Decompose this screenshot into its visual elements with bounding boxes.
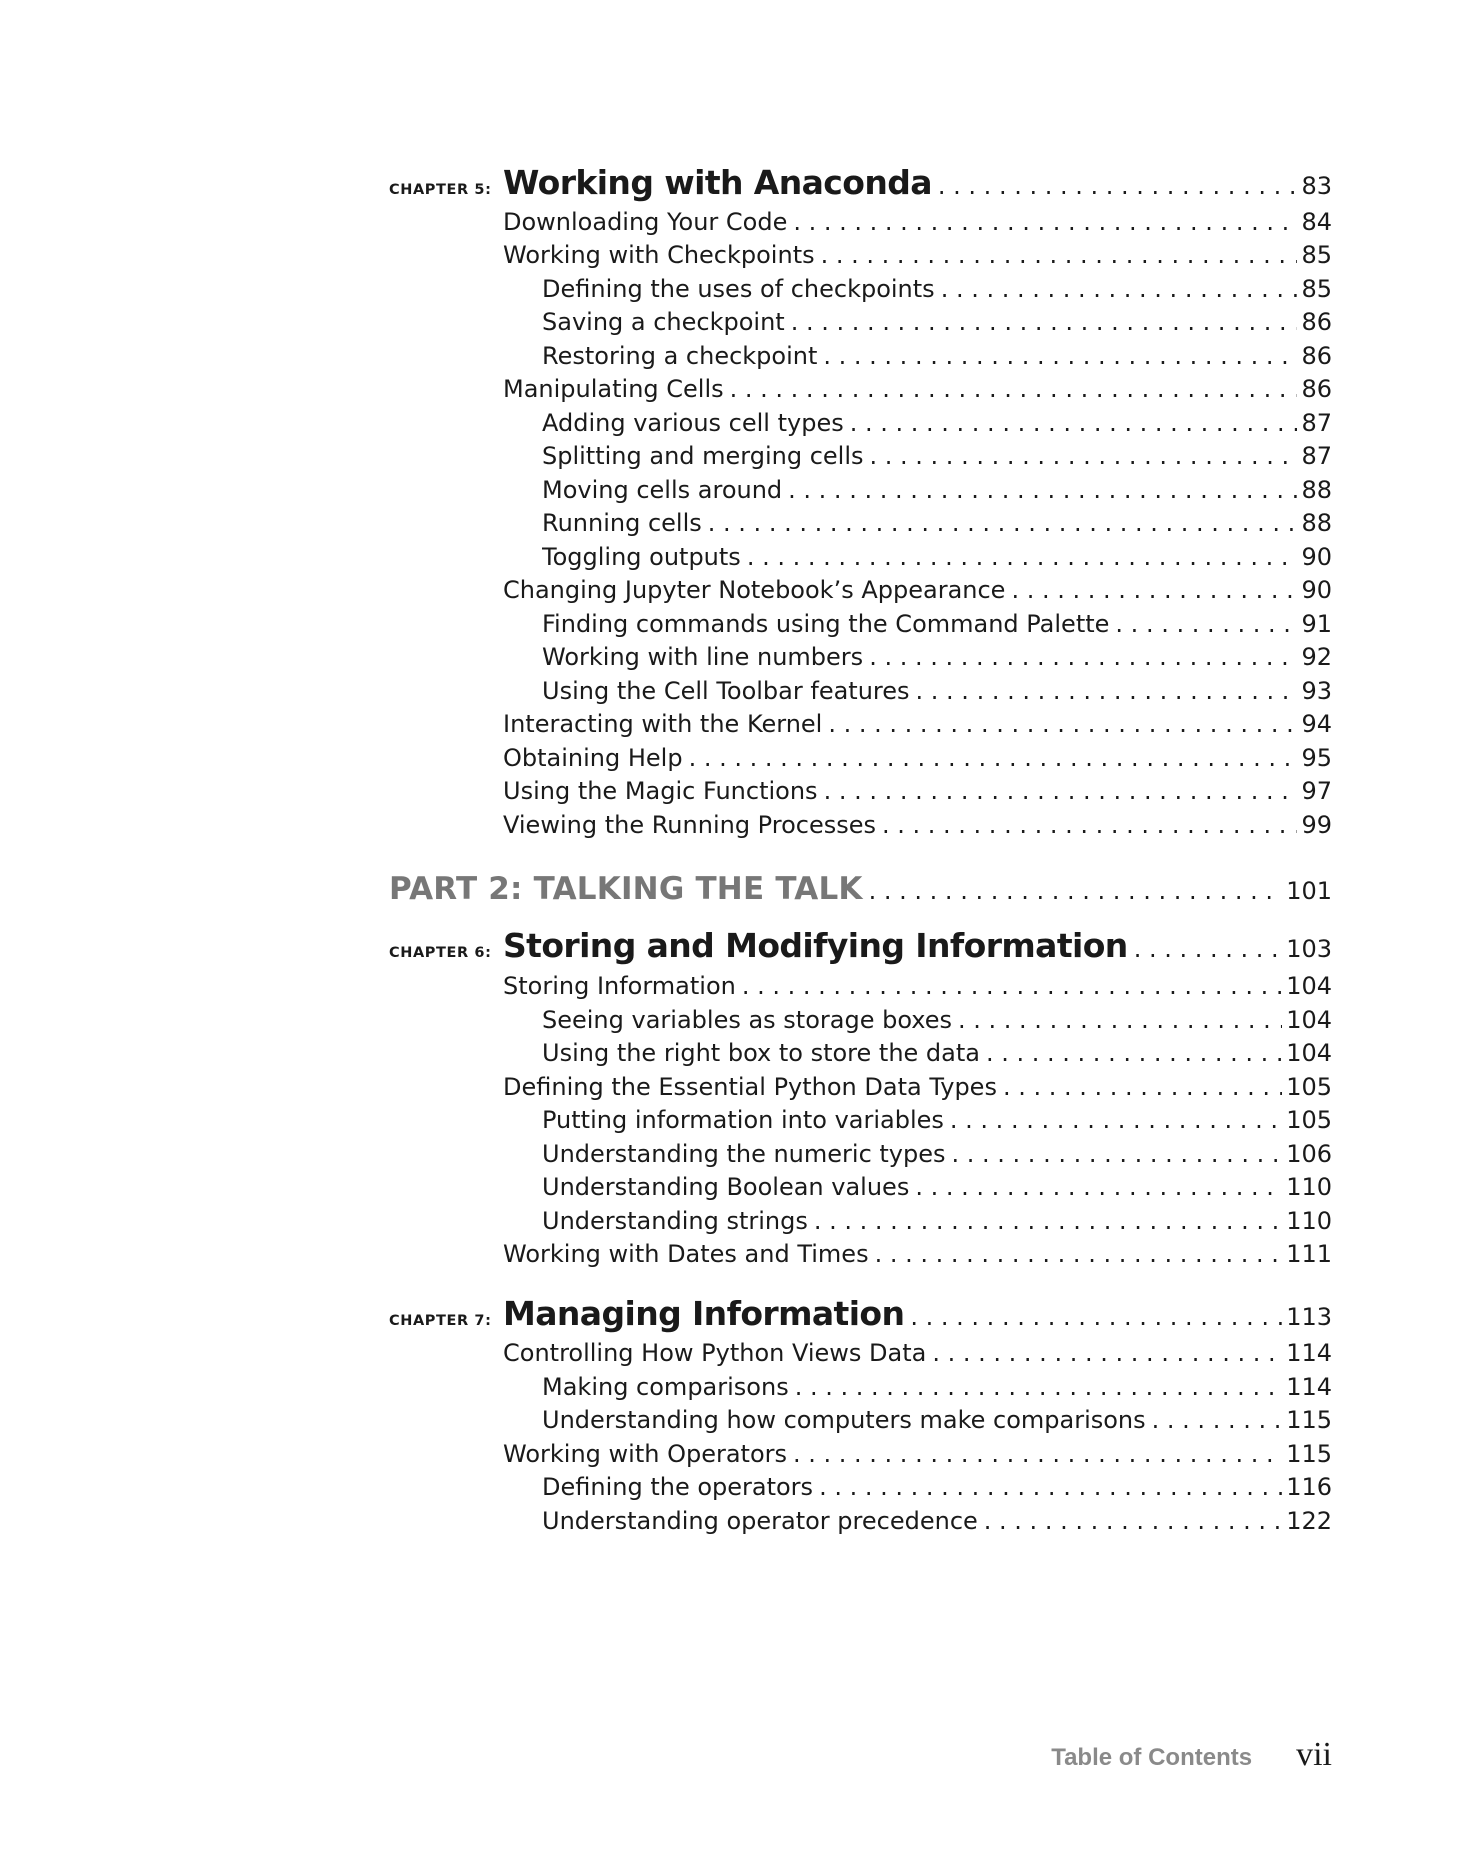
dot-leader [1152, 1403, 1283, 1437]
toc-entry[interactable] [503, 1437, 1332, 1471]
page-number: 88 [1301, 509, 1332, 537]
dot-leader [1115, 607, 1297, 641]
entry-title: Storing Information [503, 972, 736, 1000]
dot-leader [915, 1170, 1282, 1204]
entry-title: Using the Magic Functions [503, 777, 818, 805]
dot-leader [869, 640, 1297, 674]
toc-subentry[interactable] [542, 1170, 1332, 1204]
page-number: 86 [1301, 308, 1332, 336]
entry-title: Working with Checkpoints [503, 241, 815, 269]
toc-subentry[interactable] [542, 1003, 1332, 1037]
toc-subentry[interactable] [542, 1403, 1332, 1437]
page-number: 97 [1301, 777, 1332, 805]
entry-title: Understanding operator precedence [542, 1507, 978, 1535]
page-number: 85 [1301, 241, 1332, 269]
entry-title: Manipulating Cells [503, 375, 724, 403]
page-number: 104 [1286, 1006, 1332, 1034]
toc-subentry[interactable] [542, 406, 1332, 440]
toc-subentry[interactable] [542, 540, 1332, 574]
page-number: 93 [1301, 677, 1332, 705]
toc-subentry[interactable] [542, 272, 1332, 306]
entry-title: Defining the operators [542, 1473, 814, 1501]
chapter-title: Managing Information [503, 1294, 905, 1333]
dot-leader [821, 238, 1298, 272]
chapter-label: CHAPTER 5: [389, 182, 492, 198]
dot-leader [824, 774, 1298, 808]
page-number: 86 [1301, 342, 1332, 370]
page-number: 111 [1286, 1240, 1332, 1268]
page-number: 88 [1301, 476, 1332, 504]
entry-title: Controlling How Python Views Data [503, 1339, 927, 1367]
entry-title: Saving a checkpoint [542, 308, 785, 336]
entry-title: Understanding the numeric types [542, 1140, 946, 1168]
toc-subentry[interactable] [542, 1504, 1332, 1538]
dot-leader [958, 1003, 1282, 1037]
dot-leader [730, 372, 1298, 406]
entry-title: Viewing the Running Processes [503, 811, 876, 839]
toc-entry[interactable] [503, 205, 1332, 239]
page-number: 95 [1301, 744, 1332, 772]
dot-leader [819, 1470, 1282, 1504]
part-2-heading[interactable] [389, 866, 1332, 912]
page-number: 94 [1301, 710, 1332, 738]
toc-subentry[interactable] [542, 640, 1332, 674]
toc-subentry[interactable] [542, 1470, 1332, 1504]
dot-leader [916, 674, 1298, 708]
page-number: 110 [1286, 1173, 1332, 1201]
toc-entry[interactable] [503, 372, 1332, 406]
dot-leader [910, 1294, 1282, 1337]
dot-leader [708, 506, 1298, 540]
chapter-title: Working with Anaconda [503, 163, 932, 202]
dot-leader [870, 439, 1298, 473]
dot-leader [795, 1370, 1282, 1404]
page-number: 110 [1286, 1207, 1332, 1235]
entry-title: Seeing variables as storage boxes [542, 1006, 953, 1034]
dot-leader [941, 272, 1298, 306]
dot-leader [742, 969, 1282, 1003]
chapter-6-heading[interactable] [389, 923, 1332, 969]
toc-entry[interactable] [503, 1237, 1332, 1271]
toc-entry[interactable] [503, 707, 1332, 741]
folio-page-number: vii [1296, 1736, 1332, 1773]
entry-title: Finding commands using the Command Palette [542, 610, 1110, 638]
page-number: 101 [1286, 877, 1332, 905]
entry-title: Interacting with the Kernel [503, 710, 823, 738]
toc-subentry[interactable] [542, 674, 1332, 708]
page-number: 83 [1301, 172, 1332, 200]
page-number: 87 [1301, 409, 1332, 437]
page-number: 104 [1286, 1039, 1332, 1067]
dot-leader [793, 205, 1297, 239]
dot-leader [793, 1437, 1282, 1471]
entry-title: Adding various cell types [542, 409, 844, 437]
entry-title: Moving cells around [542, 476, 783, 504]
page-number: 84 [1301, 208, 1332, 236]
dot-leader [788, 473, 1297, 507]
toc-subentry[interactable] [542, 473, 1332, 507]
toc-subentry[interactable] [542, 506, 1332, 540]
dot-leader [1003, 1070, 1282, 1104]
dot-leader [882, 808, 1297, 842]
entry-title: Obtaining Help [503, 744, 683, 772]
dot-leader [1011, 573, 1297, 607]
page-number: 92 [1301, 643, 1332, 671]
dot-leader [850, 406, 1298, 440]
entry-title: Defining the uses of checkpoints [542, 275, 935, 303]
entry-title: Working with line numbers [542, 643, 864, 671]
dot-leader [747, 540, 1298, 574]
entry-title: Using the right box to store the data [542, 1039, 980, 1067]
page-number: 90 [1301, 576, 1332, 604]
entry-title: Changing Jupyter Notebook’s Appearance [503, 576, 1006, 604]
dot-leader [875, 1237, 1283, 1271]
page-number: 105 [1286, 1073, 1332, 1101]
dot-leader [950, 1103, 1282, 1137]
entry-title: Working with Dates and Times [503, 1240, 869, 1268]
chapter-label: CHAPTER 7: [389, 1313, 492, 1329]
toc-entry[interactable] [503, 774, 1332, 808]
entry-title: Splitting and merging cells [542, 442, 864, 470]
toc-entry[interactable] [503, 573, 1332, 607]
toc-entry[interactable] [503, 1070, 1332, 1104]
entry-title: Restoring a checkpoint [542, 342, 818, 370]
page-number: 85 [1301, 275, 1332, 303]
toc-subentry[interactable] [542, 607, 1332, 641]
entry-title: Toggling outputs [542, 543, 741, 571]
chapter-label: CHAPTER 6: [389, 945, 492, 961]
dot-leader [1134, 926, 1283, 969]
chapter-5-heading[interactable] [389, 160, 1332, 206]
page-number: 114 [1286, 1339, 1332, 1367]
page-number: 104 [1286, 972, 1332, 1000]
toc-subentry[interactable] [542, 1204, 1332, 1238]
page-number: 115 [1286, 1406, 1332, 1434]
page-number: 86 [1301, 375, 1332, 403]
toc-entry[interactable] [503, 1336, 1332, 1370]
entry-title: Working with Operators [503, 1440, 787, 1468]
page-number: 91 [1301, 610, 1332, 638]
toc-subentry[interactable] [542, 339, 1332, 373]
dot-leader [828, 707, 1297, 741]
entry-title: Running cells [542, 509, 702, 537]
dot-leader [938, 163, 1298, 206]
page-number: 122 [1286, 1507, 1332, 1535]
dot-leader [932, 1336, 1282, 1370]
running-footer-title: Table of Contents [1051, 1744, 1253, 1771]
toc-subentry[interactable] [542, 1103, 1332, 1137]
page-number: 115 [1286, 1440, 1332, 1468]
page-number: 99 [1301, 811, 1332, 839]
entry-title: Understanding Boolean values [542, 1173, 910, 1201]
part-title: PART 2: TALKING THE TALK [389, 871, 863, 907]
dot-leader [823, 339, 1297, 373]
toc-subentry[interactable] [542, 1137, 1332, 1171]
toc-subentry[interactable] [542, 1370, 1332, 1404]
entry-title: Using the Cell Toolbar features [542, 677, 910, 705]
entry-title: Downloading Your Code [503, 208, 788, 236]
toc-subentry[interactable] [542, 1036, 1332, 1070]
toc-entry[interactable] [503, 969, 1332, 1003]
dot-leader [984, 1504, 1282, 1538]
dot-leader [791, 305, 1298, 339]
dot-leader [689, 741, 1298, 775]
dot-leader [869, 868, 1283, 912]
entry-title: Understanding how computers make comparisons [542, 1406, 1146, 1434]
page-number: 87 [1301, 442, 1332, 470]
entry-title: Defining the Essential Python Data Types [503, 1073, 997, 1101]
dot-leader [814, 1204, 1282, 1238]
page-number: 114 [1286, 1373, 1332, 1401]
page-number: 103 [1286, 935, 1332, 963]
page-number: 116 [1286, 1473, 1332, 1501]
page-number: 113 [1286, 1303, 1332, 1331]
dot-leader [952, 1137, 1283, 1171]
entry-title: Putting information into variables [542, 1106, 944, 1134]
chapter-title: Storing and Modifying Information [503, 926, 1128, 965]
toc-entry[interactable] [503, 741, 1332, 775]
chapter-7-heading[interactable] [389, 1291, 1332, 1337]
page-number: 105 [1286, 1106, 1332, 1134]
entry-title: Making comparisons [542, 1373, 789, 1401]
dot-leader [986, 1036, 1282, 1070]
toc-subentry[interactable] [542, 439, 1332, 473]
page-number: 106 [1286, 1140, 1332, 1168]
entry-title: Understanding strings [542, 1207, 808, 1235]
toc-entry[interactable] [503, 808, 1332, 842]
toc-entry[interactable] [503, 238, 1332, 272]
page-number: 90 [1301, 543, 1332, 571]
toc-subentry[interactable] [542, 305, 1332, 339]
page-footer [1000, 1736, 1332, 1780]
